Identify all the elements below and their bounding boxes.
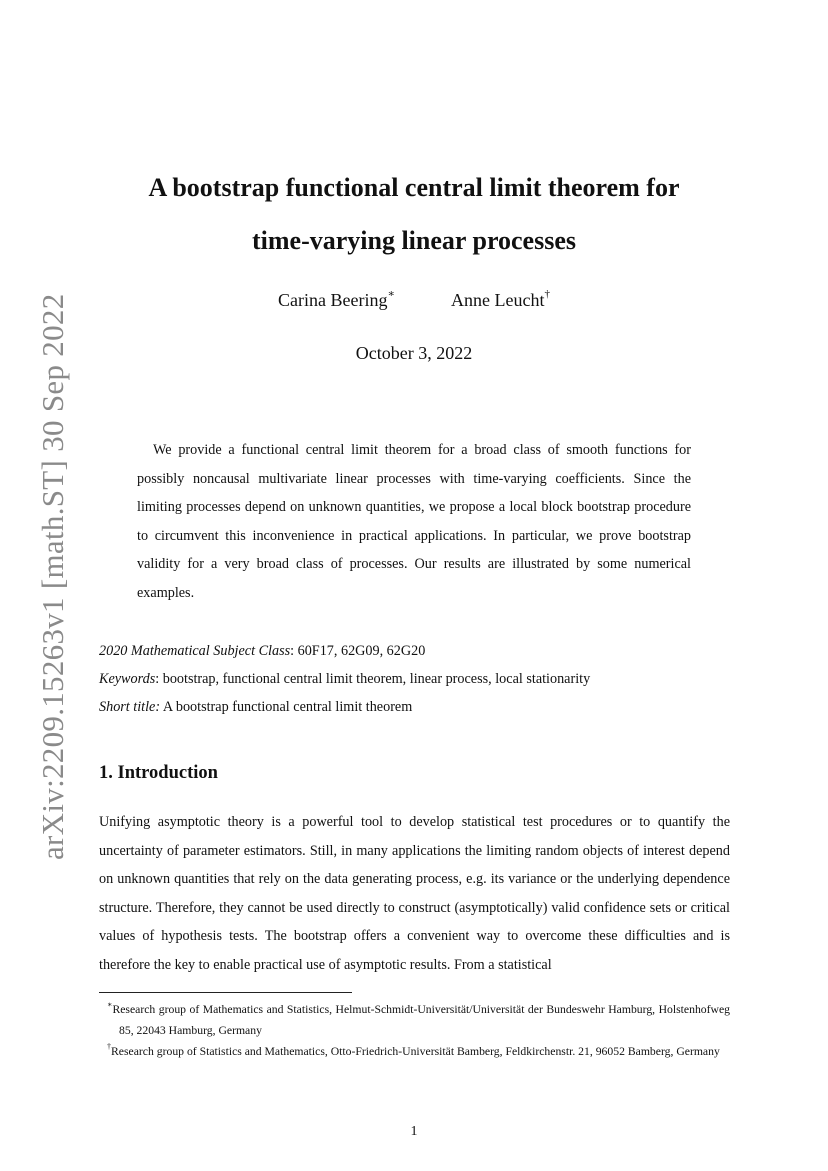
author-1-footnote-mark: ∗ [387,288,395,300]
page-number: 1 [410,1124,418,1139]
short-title-label: Short title: [99,699,161,715]
abstract-text: We provide a functional central limit theorem for a broad class of smooth functions for possibly noncausal multivariate linear processes with time-varying coefficients. Since the limiting processes depend on unknown quantities, we propose a local block bootstrap procedure to circumvent this inconvenience in practical applications. In particular, we prove bootstrap validity for a very broad class of processes. Our results are illustrated by some numerical examples. [137,442,691,601]
footnote-1-text: Research group of Mathematics and Statistics, Helmut-Schmidt-Universität/Universität der Bundeswehr Hamburg, Holstenhofweg 85, 22043 Hamburg, Germany [112,1002,730,1037]
keywords-value: : bootstrap, functional central limit theorem, linear process, local stationarity [155,671,591,687]
footnote-2-mark: † [107,1042,111,1051]
author-1-name: Carina Beering [278,290,388,310]
footnote-1-mark: ∗ [107,1000,113,1009]
msc-line [99,641,739,661]
paper-title-line-2: time-varying linear processes [252,226,576,255]
section-body [99,808,730,980]
footnote-rule [99,992,352,993]
arxiv-identifier: arXiv:2209.15263v1 [math.ST] 30 Sep 2022 [35,293,70,860]
short-title-line [99,697,739,717]
keywords-line [99,669,739,689]
msc-label: 2020 Mathematical Subject Class [99,643,291,659]
msc-value: : 60F17, 62G09, 62G20 [290,643,426,659]
author-1 [278,289,395,311]
section-paragraph: Unifying asymptotic theory is a powerful tool to develop statistical test procedures or to quantify the uncertainty of parameter estimators. Still, in many applications the limiting random objects of interest depend on unknown quantities that rely on the data generating process, e.g. its variance or the underlying dependence structure. Therefore, they cannot be used directly to construct (asymptotically) valid confidence sets or critical values of hypothesis tests. The bootstrap offers a convenient way to overcome these difficulties and is therefore the key to enable practical use of asymptotic results. From a statistical [99,814,730,973]
footnote-2-text: Research group of Statistics and Mathematics, Otto-Friedrich-Universität Bamberg, Feldkirchenstr. 21, 96052 Bamberg, Germany [111,1044,720,1058]
author-2-footnote-mark: † [544,288,550,300]
section-heading: 1. Introduction [99,763,218,783]
author-2-name: Anne Leucht [450,290,545,310]
publication-date: October 3, 2022 [355,343,473,363]
author-2 [451,290,550,311]
paper-title-line-1: A bootstrap functional central limit theorem for [148,173,680,202]
author-list [0,289,828,311]
footnote-2 [99,1037,730,1062]
short-title-value: A bootstrap functional central limit theorem [160,699,413,715]
keywords-label: Keywords [99,671,156,687]
abstract [137,436,691,608]
footnote-1 [99,995,730,1041]
